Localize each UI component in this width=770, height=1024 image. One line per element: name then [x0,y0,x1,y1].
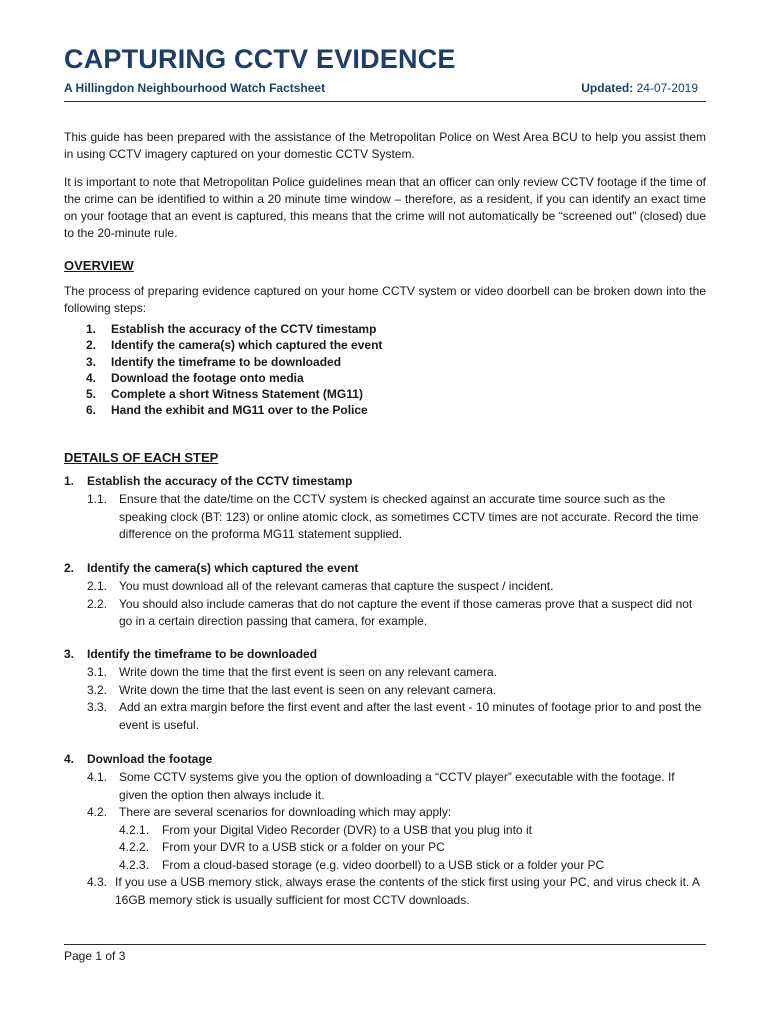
step-title: Establish the accuracy of the CCTV timestamp [87,474,353,488]
nested-item [64,822,706,840]
step-title: Download the footage [87,752,213,766]
step-title: Identify the timeframe to be downloaded [87,647,318,661]
step-title-row [64,647,706,664]
detail-step-3 [64,647,706,734]
step-title-row [64,752,706,769]
sub-item-text: Write down the time that the first event is seen on any relevant camera. [119,665,497,679]
sub-item-number: 1.1. [87,492,108,506]
list-item [64,338,706,354]
step-number: 1. [86,322,97,336]
nested-item [64,839,706,857]
sub-item [64,596,706,631]
sub-item [64,578,706,596]
step-text: Complete a short Witness Statement (MG11) [111,387,363,402]
sub-item [64,804,706,822]
nested-item-text: From a cloud-based storage (e.g. video doorbell) to a USB stick or a folder your PC [162,857,605,872]
document-page [64,0,706,1024]
step-number: 4. [86,370,97,385]
overview-steps [64,322,706,420]
step-number: 4. [64,752,75,766]
step-number: 2. [86,338,97,353]
list-item [64,355,706,371]
nested-item-number: 4.2.2. [119,840,150,854]
nested-item-number: 4.2.1. [119,822,150,837]
page-number: Page 1 of 3 [64,949,126,963]
sub-item-number: 3.2. [87,682,108,697]
sub-item-number: 3.1. [87,665,108,679]
step-number: 3. [86,354,97,369]
sub-item-number: 2.1. [87,579,108,593]
sub-item-number: 2.2. [87,596,108,611]
step-number: 5. [86,387,97,402]
intro-paragraph-2: It is important to note that Metropolitan Police guidelines mean that an officer can only review CCTV footage if the time of the crime can be identified to within a 20 minute time window – therefore, as a resident, if you can identify an exact time on your footage that an event is captured, this means that the crime will not automatically be “screened out” (closed) due to the 20-minute rule. [64,175,706,240]
sub-item [64,682,706,700]
intro-paragraph-1: This guide has been prepared with the assistance of the Metropolitan Police on West Area BCU to help you assist them in using CCTV imagery captured on your domestic CCTV System. [64,130,706,161]
sub-item-text: If you use a USB memory stick, always erase the contents of the stick first using your PC, and virus check it. A 16GB memory stick is usually sufficient for most CCTV downloads. [115,875,700,907]
sub-item-text: Some CCTV systems give you the option of downloading a “CCTV player” executable with the footage. If given the option then always include it. [119,770,675,802]
list-item [64,322,706,338]
updated-stamp [581,81,698,95]
sub-item-number: 3.3. [87,700,108,714]
step-text: Download the footage onto media [111,370,304,385]
updated-date: 24-07-2019 [636,81,698,95]
sub-item-text: You must download all of the relevant cameras that capture the suspect / incident. [119,579,554,593]
subtitle: A Hillingdon Neighbourhood Watch Factsheet [64,81,326,95]
step-number: 6. [86,403,97,418]
step-title-row [64,561,706,578]
detail-step-1 [64,474,706,544]
sub-item-number: 4.2. [87,805,108,819]
list-item [64,371,706,387]
details-heading: DETAILS OF EACH STEP [64,450,219,465]
step-text: Establish the accuracy of the CCTV timestamp [111,322,377,336]
list-item [64,403,706,419]
sub-item [64,874,706,909]
step-text: Identify the timeframe to be downloaded [111,354,342,369]
sub-item [64,769,706,804]
list-item [64,387,706,403]
nested-item [64,857,706,875]
detail-step-2 [64,561,706,631]
nested-item-text: From your Digital Video Recorder (DVR) to a USB that you plug into it [162,822,532,837]
page-title: CAPTURING CCTV EVIDENCE [64,44,456,74]
footer-divider [64,944,706,945]
step-title: Identify the camera(s) which captured the event [87,561,359,575]
sub-item-text: You should also include cameras that do not capture the event if those cameras prove that a suspect did not go in a certain direction passing that camera, for example. [119,596,693,628]
step-title-row [64,474,706,491]
detail-step-4 [64,752,706,909]
sub-item [64,664,706,682]
step-number: 2. [64,561,75,575]
nested-item-text: From your DVR to a USB stick or a folder on your PC [162,840,445,854]
step-number: 3. [64,647,75,661]
overview-heading: OVERVIEW [64,258,134,273]
sub-item [64,699,706,734]
step-text: Identify the camera(s) which captured the event [111,338,383,353]
step-text: Hand the exhibit and MG11 over to the Police [111,403,368,418]
step-number: 1. [64,474,75,488]
nested-item-number: 4.2.3. [119,857,150,872]
sub-item [64,491,706,544]
overview-text: The process of preparing evidence captured on your home CCTV system or video doorbell can be broken down into the following steps: [64,284,706,315]
sub-item-text: Write down the time that the last event is seen on any relevant camera. [119,682,497,697]
subtitle-bar [64,81,706,102]
sub-item-text: Ensure that the date/time on the CCTV system is checked against an accurate time source such as the speaking clock (BT: 123) or online atomic clock, as sometimes CCTV times are not accurate. Record the time difference on the proforma MG11 statement supplied. [119,492,699,541]
sub-item-number: 4.3. [87,875,108,889]
sub-item-text: Add an extra margin before the first event and after the last event - 10 minutes of footage prior to and post the event is useful. [119,700,702,732]
sub-item-text: There are several scenarios for downloading which may apply: [119,805,452,819]
updated-label: Updated: [581,81,634,95]
sub-item-number: 4.1. [87,770,108,784]
